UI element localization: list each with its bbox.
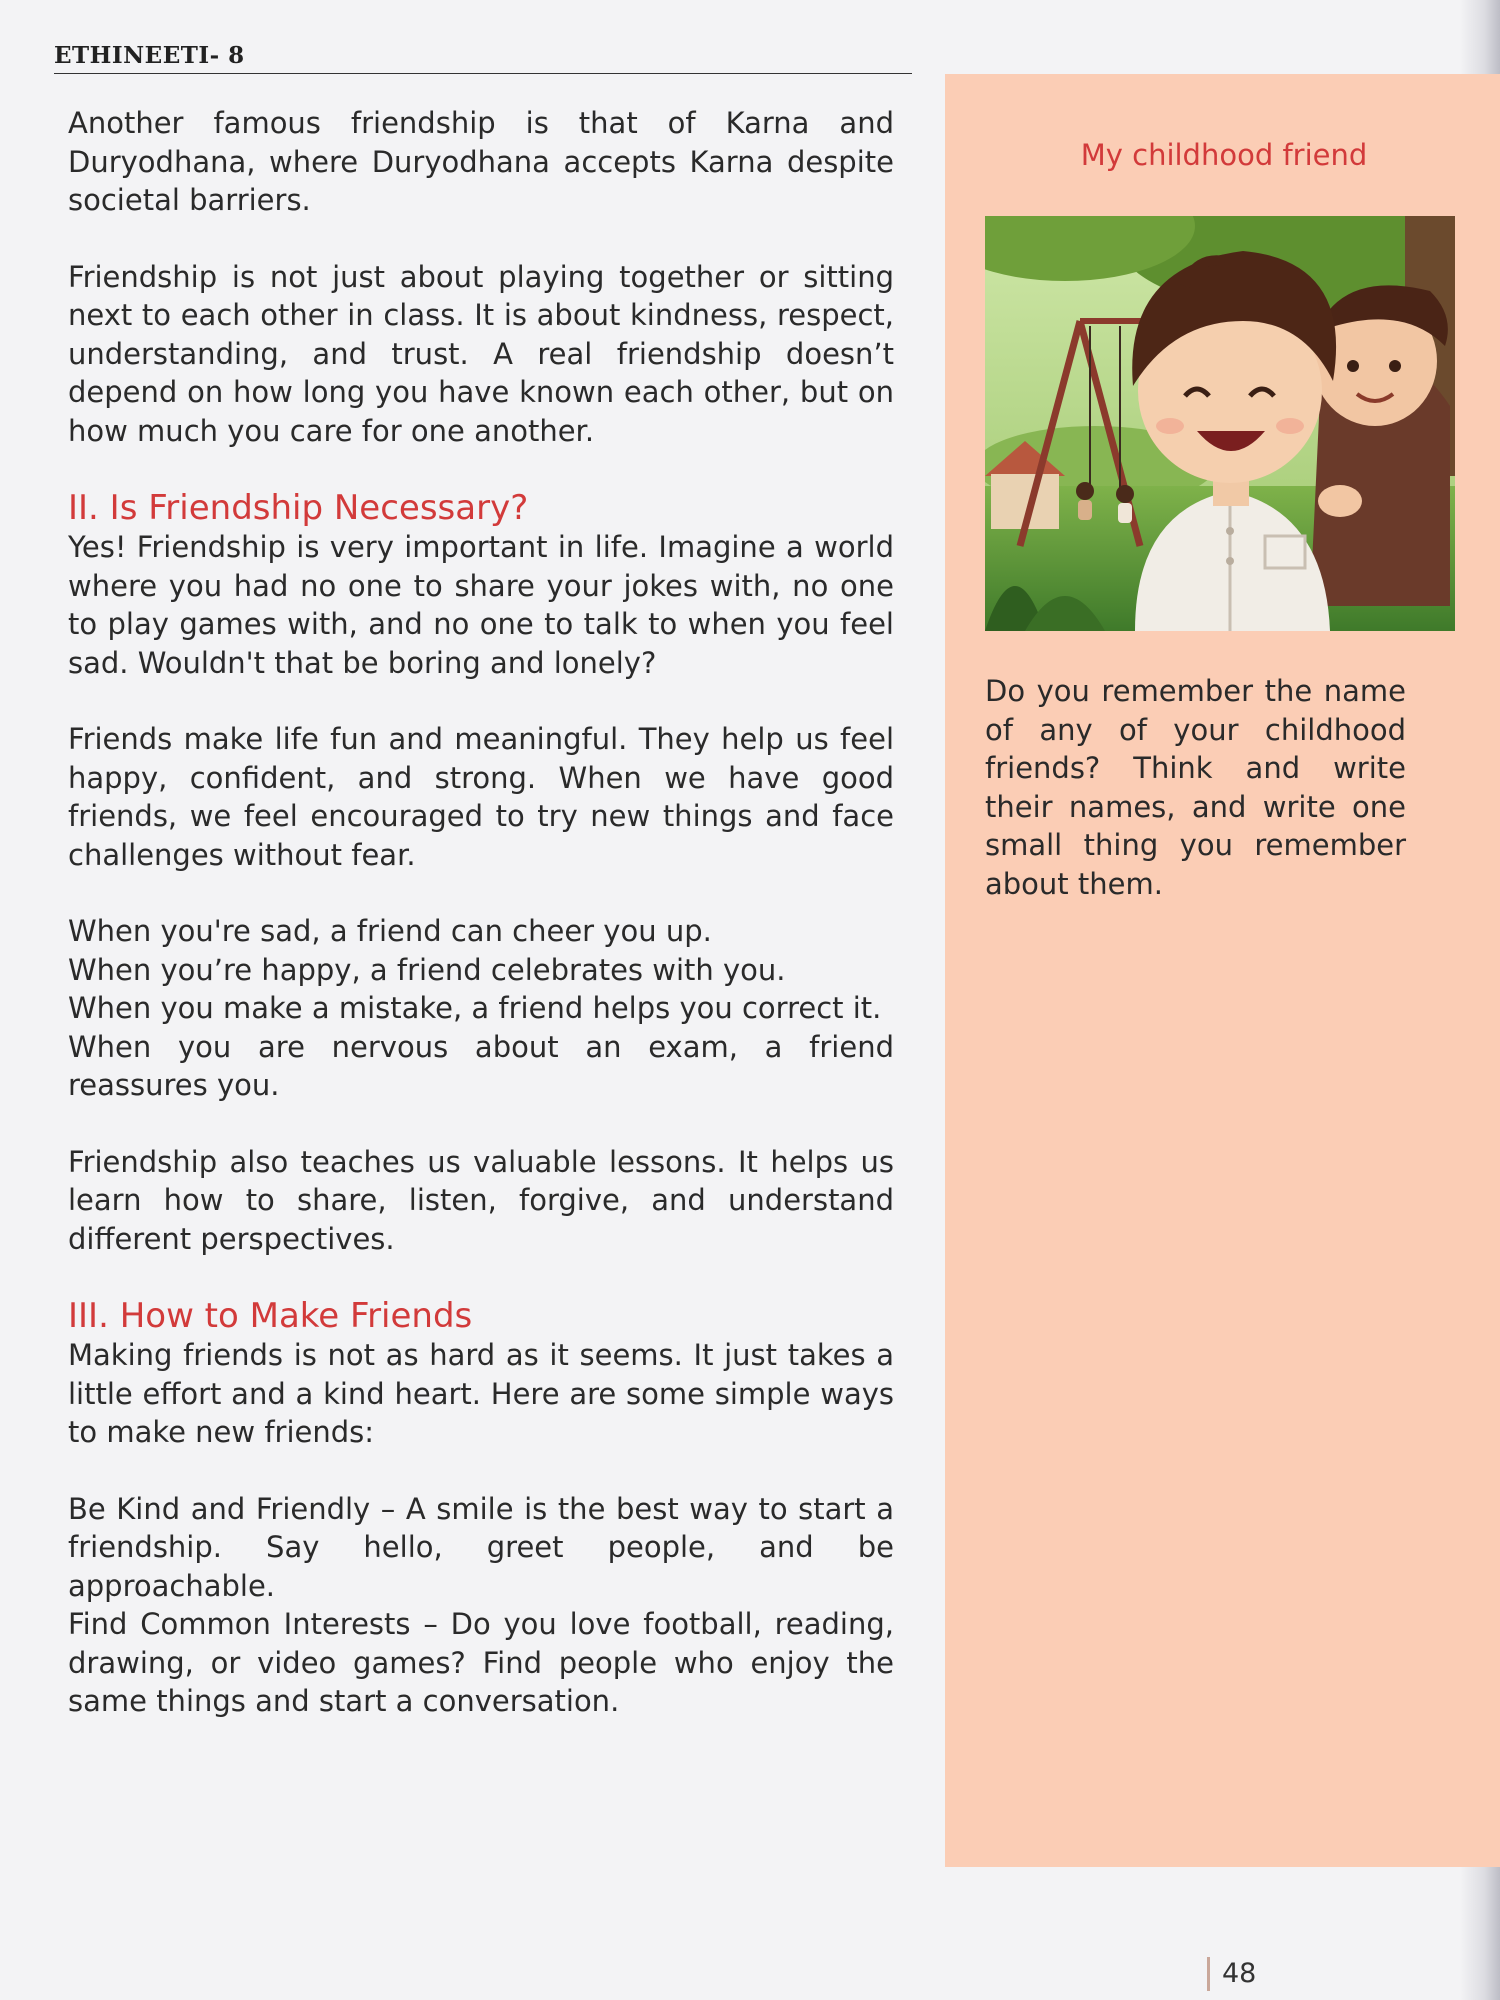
list-line: When you are nervous about an exam, a friend reassures you. xyxy=(68,1029,894,1102)
paragraph: Making friends is not as hard as it seems. It just takes a little effort and a kind heart. Here are some simple ways to make new friends: xyxy=(68,1338,894,1449)
header-rule xyxy=(54,73,912,74)
sidebar-prompt: Do you remember the name of any of your childhood friends? Think and write their names, and write one small thing you remember about them. xyxy=(985,674,1406,901)
section-heading-how-to-make-friends: III. How to Make Friends xyxy=(68,1296,473,1336)
paragraph: Friendship also teaches us valuable lessons. It helps us learn how to share, listen, forgive, and understand different perspectives. xyxy=(68,1144,894,1256)
running-head: ETHINEETI- 8 xyxy=(54,42,245,69)
list-line: When you make a mistake, a friend helps you correct it. xyxy=(68,991,882,1025)
main-column xyxy=(68,104,894,1721)
paragraph: Yes! Friendship is very important in life. Imagine a world where you had no one to share your jokes with, no one to play games with, and no one to talk to when you feel sad. Wouldn't that be boring and lonely? xyxy=(68,530,894,680)
paragraph: Friends make life fun and meaningful. They help us feel happy, confident, and strong. When we have good friends, we feel encouraged to try new things and face challenges without fear. xyxy=(68,722,894,872)
tip-item: Be Kind and Friendly – A smile is the best way to start a friendship. Say hello, greet people, and be approachable. xyxy=(68,1491,894,1603)
tip-item: Find Common Interests – Do you love football, reading, drawing, or video games? Find people who enjoy the same things and start a conversation. xyxy=(68,1607,894,1718)
sidebar-title: My childhood friend xyxy=(1080,138,1368,172)
childhood-friends-illustration xyxy=(985,216,1455,631)
page-number: 48 xyxy=(1207,1957,1256,1991)
activity-sidebar xyxy=(945,74,1500,1867)
section-heading-friendship-necessary: II. Is Friendship Necessary? xyxy=(68,488,529,528)
paragraph: Friendship is not just about playing together or sitting next to each other in class. It is about kindness, respect, understanding, and trust. A real friendship doesn’t depend on how long you have known each other, but on how much you care for one another. xyxy=(68,259,894,448)
list-line: When you’re happy, a friend celebrates with you. xyxy=(68,952,786,987)
list-line: When you're sad, a friend can cheer you up. xyxy=(68,914,712,948)
paragraph: Another famous friendship is that of Karna and Duryodhana, where Duryodhana accepts Karna despite societal barriers. xyxy=(68,106,894,217)
